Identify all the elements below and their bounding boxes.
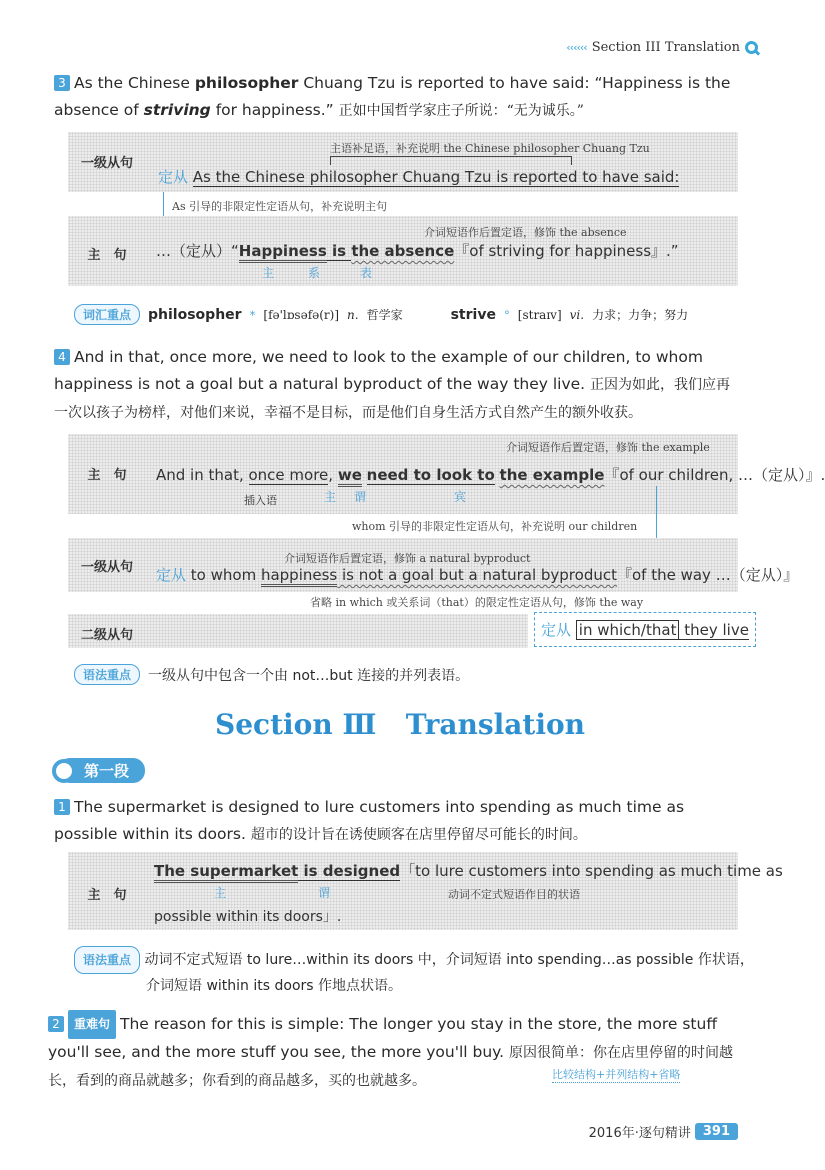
vocab-word: strive [450, 306, 496, 323]
clause-level-label: 一级从句 [80, 156, 133, 171]
grammar-text: 介词短语 within its doors 作地点状语。 [146, 978, 403, 994]
star-icon: * [249, 307, 256, 322]
main-prefix: …（定从）“ [156, 242, 239, 260]
main-note: 介词短语作后置定语，修饰 the absence [424, 226, 627, 239]
main-clause-label: 主 句 [87, 248, 127, 263]
main-rest: 『of our children, …（定从）』. [604, 466, 825, 484]
t2-translation: 原因很简单：你在店里停留的时间越长，看到的商品就越多；你看到的商品越多，买的也就越多。 [48, 1045, 734, 1089]
header-title: Section III Translation [591, 40, 740, 55]
clause-body: they live [679, 621, 749, 639]
main-verb: is [326, 242, 352, 260]
vocab-row [74, 304, 688, 325]
main-object: the absence [351, 242, 455, 260]
main-clause-label: 主 句 [87, 468, 127, 483]
s3-translation: 正如中国哲学家庄子所说：“无为诚乐。” [338, 103, 584, 119]
sentence-number: 1 [54, 799, 70, 815]
role-subject: 主 [214, 886, 227, 900]
s3-keyword-philosopher: philosopher [194, 74, 299, 92]
clause-a: to whom [186, 566, 261, 584]
sentence-4 [54, 344, 744, 427]
relative-marker: in which/that [576, 620, 680, 640]
vocab-pos: n. [347, 307, 359, 322]
vocab-word: philosopher [148, 306, 242, 323]
s3-main-panel [68, 216, 738, 286]
vocab-pos: vi. [569, 307, 585, 322]
clause-subject: As the Chinese philosopher Chuang Tzu [192, 168, 492, 186]
main-sentence [154, 860, 783, 881]
main-clause-label: 主 句 [87, 888, 127, 903]
section-title [0, 708, 800, 741]
section-badge [52, 758, 145, 783]
s4-text: And in that, once more, we need to look to the example of our children, to whom happiness is not a goal but a natural byproduct of the way they live. [54, 348, 703, 393]
link-note: As 引导的非限定性定语从句，补充说明主句 [172, 200, 388, 213]
main-verb: need to look to [366, 466, 495, 484]
s3-clause-panel [68, 132, 738, 192]
role-parenthetical: 插入语 [244, 494, 277, 507]
page-footer [589, 1122, 738, 1141]
link-line [656, 486, 657, 538]
role-object: 表 [360, 266, 373, 280]
running-header [566, 40, 758, 55]
search-icon [745, 41, 758, 54]
s4-clause2-panel [68, 614, 528, 648]
main-sentence [156, 240, 679, 261]
grammar-text: 动词不定式短语 to lure…within its doors 中，介词短语 into spending…as possible 作状语， [144, 952, 754, 968]
clause-type-tag: 定从 [158, 168, 189, 186]
star-icon: ° [503, 307, 510, 322]
t1-main-panel [68, 852, 783, 930]
s3-text-a: As the Chinese [74, 74, 195, 92]
clause-predicate: is reported to have said: [491, 168, 680, 186]
sentence-t1 [54, 794, 744, 849]
role-note: 动词不定式短语作目的状语 [448, 888, 580, 901]
vocab-ipa: [straɪv] [517, 307, 562, 322]
page-number: 391 [695, 1123, 738, 1140]
section-title-a: Section Ⅲ [215, 708, 377, 741]
vocab-tag: 词汇重点 [74, 304, 140, 325]
role-subject: 主 [262, 266, 275, 280]
role-subject: 主 [324, 490, 337, 504]
s4-clause2-box [534, 612, 756, 647]
s3-text-c: Chuang Tzu is reported to have said: “Happiness is the absence of [54, 74, 731, 119]
main-rest: 『of striving for happiness』.” [454, 242, 679, 260]
main-rest: 「to lure customers into spending as much time as [400, 862, 783, 880]
vocab-meaning: 力求；力争；努力 [592, 308, 689, 322]
main-object: the example [499, 466, 605, 484]
clause-type-tag: 定从 [541, 621, 572, 639]
role-verb: 谓 [354, 490, 367, 504]
role-verb: 系 [308, 266, 321, 280]
arrows-icon: ‹‹‹‹‹‹ [566, 41, 587, 54]
clause-sentence [156, 564, 798, 585]
clause-level-label: 一级从句 [80, 560, 133, 575]
clause-note: 主语补足语，补充说明 the Chinese philosopher Chuang Tzu [330, 142, 650, 155]
section-badge-label: 第一段 [58, 758, 145, 783]
s4-main-panel [68, 434, 825, 514]
main-subject: The supermarket [154, 862, 298, 883]
search-icon [52, 759, 76, 783]
main-rest-2: possible within its doors」. [154, 909, 342, 925]
clause-note: 省略 in which 或关系词（that）的限定性定语从句，修饰 the way [310, 596, 644, 609]
t1-text: The supermarket is designed to lure customers into spending as much time as possible within its doors. [54, 798, 685, 843]
main-sentence [156, 464, 825, 485]
t1-translation: 超市的设计旨在诱使顾客在店里停留尽可能长的时间。 [250, 827, 587, 843]
grammar-text: 一级从句中包含一个由 not…but 连接的并列表语。 [148, 667, 470, 684]
s3-keyword-striving: striving [143, 101, 211, 119]
clause-predicate: is not a goal but a natural byproduct [337, 566, 617, 584]
clause-note: 介词短语作后置定语，修饰 a natural byproduct [284, 552, 531, 565]
role-object: 宾 [454, 490, 467, 504]
parenthetical: once more [248, 466, 329, 484]
sentence-number: 3 [54, 75, 70, 91]
s4-clause1-panel [68, 538, 799, 592]
clause-sentence [158, 166, 679, 187]
section-title-b: Translation [405, 708, 585, 741]
clause-type-tag: 定从 [156, 566, 187, 584]
grammar-tag: 语法重点 [74, 946, 140, 974]
clause-level-label: 二级从句 [80, 628, 133, 643]
link-note: whom 引导的非限定性定语从句，补充说明 our children [352, 520, 638, 533]
vocab-meaning: 哲学家 [366, 308, 403, 322]
sentence-3 [54, 70, 744, 125]
main-subject: we [338, 466, 362, 487]
main-note: 介词短语作后置定语，修饰 the example [506, 441, 710, 454]
bracket-line [330, 156, 572, 165]
main-subject: Happiness [239, 242, 327, 263]
main-verb: is designed [298, 862, 401, 880]
t2-text: The reason for this is simple: The longer you stay in the store, the more stuff you'll see, and the more stuff you see, the more you'll buy. [48, 1015, 717, 1061]
s4-translation: 正因为如此，我们应再一次以孩子为榜样，对他们来说，幸福不是目标，而是他们自身生活方式自然产生的额外收获。 [54, 377, 731, 421]
grammar-row [74, 664, 469, 685]
main-a: And in that, [156, 466, 249, 484]
t1-grammar [74, 946, 754, 998]
role-verb: 谓 [318, 886, 331, 900]
main-c: , [328, 466, 338, 484]
vocab-ipa: [fə'lɒsəfə(r)] [263, 307, 340, 322]
s3-text-e: for happiness.” [210, 101, 339, 119]
clause-subject: happiness [261, 566, 337, 587]
footer-label: 2016年·逐句精讲 [588, 1126, 691, 1141]
sentence-number: 2 [48, 1016, 64, 1032]
clause-rest: 『of the way …（定从）』 [616, 566, 799, 584]
difficulty-flag: 重难句 [68, 1010, 116, 1039]
structure-note: 比较结构+并列结构+省略 [552, 1068, 681, 1081]
grammar-tag: 语法重点 [74, 664, 140, 685]
sentence-number: 4 [54, 349, 70, 365]
